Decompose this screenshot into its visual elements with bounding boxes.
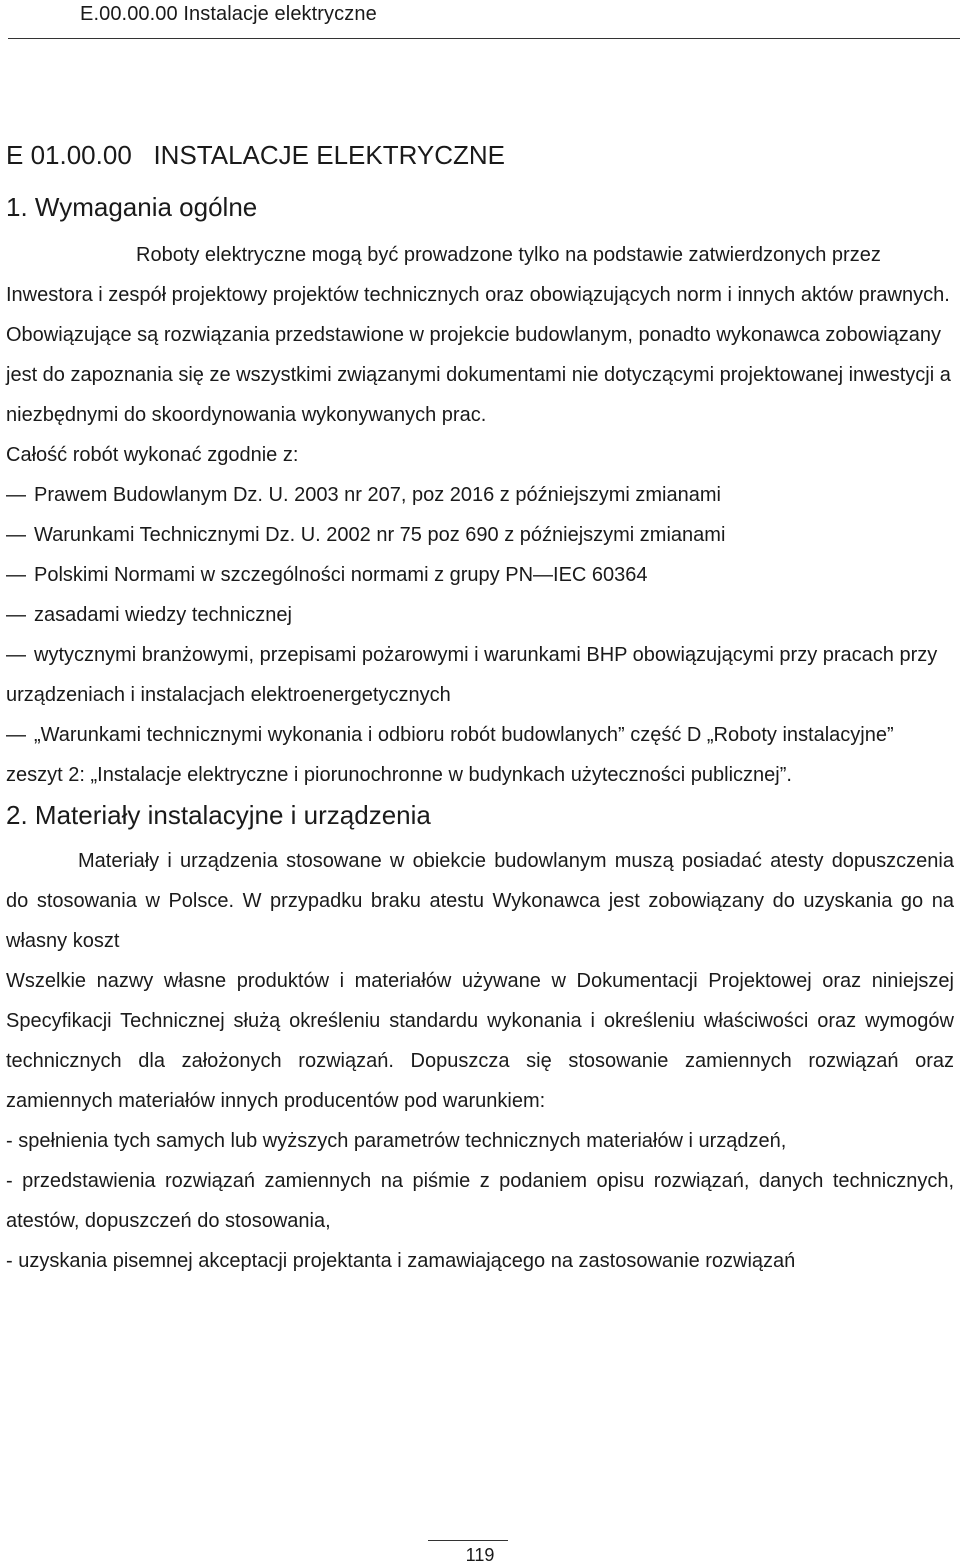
list-item-text: Prawem Budowlanym Dz. U. 2003 nr 207, poz 2016 z późniejszymi zmianami [34, 484, 721, 506]
section-2-heading: 2. Materiały instalacyjne i urządzenia [6, 800, 431, 830]
list-item-text: zasadami wiedzy technicznej [34, 604, 292, 626]
list-item [6, 515, 954, 555]
dash-bullet: — [6, 524, 26, 546]
list-item-text: Polskimi Normami w szczególności normami z grupy PN—IEC 60364 [34, 564, 648, 586]
condition-item: - przedstawienia rozwiązań zamiennych na piśmie z podaniem opisu rozwiązań, danych technicznych, atestów, dopuszczeń do stosowania, [6, 1170, 954, 1232]
list-item [6, 475, 954, 515]
section-1-list [6, 475, 954, 795]
page-header [8, 0, 960, 39]
footer-divider [428, 1540, 508, 1541]
list-item-text: wytycznymi branżowymi, przepisami pożarowymi i warunkami BHP obowiązującymi przy pracach przy urządzeniach i instalacjach elektroenergetycznych [6, 644, 938, 706]
list-item [6, 715, 954, 795]
section-1-heading: 1. Wymagania ogólne [6, 192, 258, 222]
dash-bullet: — [6, 644, 26, 666]
list-item-text: Warunkami Technicznymi Dz. U. 2002 nr 75 poz 690 z późniejszymi zmianami [34, 524, 726, 546]
dash-bullet: — [6, 484, 26, 506]
condition-item: - spełnienia tych samych lub wyższych parametrów technicznych materiałów i urządzeń, [6, 1130, 787, 1152]
dash-bullet: — [6, 724, 26, 746]
section-2-paragraph-1: Materiały i urządzenia stosowane w obiekcie budowlanym muszą posiadać atesty dopuszczenia do stosowania w Polsce. W przypadku braku atestu Wykonawca jest zobowiązany do uzyskania go na własny koszt [6, 850, 954, 952]
list-item [6, 555, 954, 595]
document-title: E 01.00.00 INSTALACJE ELEKTRYCZNE [6, 140, 506, 170]
list-item [6, 635, 954, 715]
dash-bullet: — [6, 564, 26, 586]
condition-item: - uzyskania pisemnej akceptacji projektanta i zamawiającego na zastosowanie rozwiązań [6, 1250, 796, 1272]
page-number: 119 [465, 1545, 495, 1565]
section-1-paragraph-2: Całość robót wykonać zgodnie z: [6, 444, 299, 466]
header-title: E.00.00.00 Instalacje elektryczne [80, 3, 377, 25]
section-1-paragraph-1: Roboty elektryczne mogą być prowadzone tylko na podstawie zatwierdzonych przez Inwestora i zespół projektowy projektów technicznych oraz obowiązujących norm i innych aktów prawnych. Obowiązujące są rozwiązania przedstawione w projekcie budowlanym, ponadto wykonawca zobowiązany jest do zapoznania się ze wszystkimi związanymi dokumentami nie dotyczącymi projektowanej inwestycji a niezbędnymi do skoordynowania wykonywanych prac. [6, 244, 951, 426]
list-item [6, 595, 954, 635]
list-item-text: „Warunkami technicznymi wykonania i odbioru robót budowlanych” część D „Roboty instalacyjne” zeszyt 2: „Instalacje elektryczne i piorunochronne w budynkach użyteczności publicznej”. [6, 724, 894, 786]
dash-bullet: — [6, 604, 26, 626]
section-2-conditions [6, 1121, 954, 1281]
section-2-paragraph-2: Wszelkie nazwy własne produktów i materiałów używane w Dokumentacji Projektowej oraz niniejszej Specyfikacji Technicznej służą określeniu standardu wykonania i określeniu właściwości oraz wymogów technicznych dla założonych rozwiązań. Dopuszcza się stosowanie zamiennych rozwiązań oraz zamiennych materiałów innych producentów pod warunkiem: [6, 970, 954, 1112]
document-body [6, 135, 954, 1281]
